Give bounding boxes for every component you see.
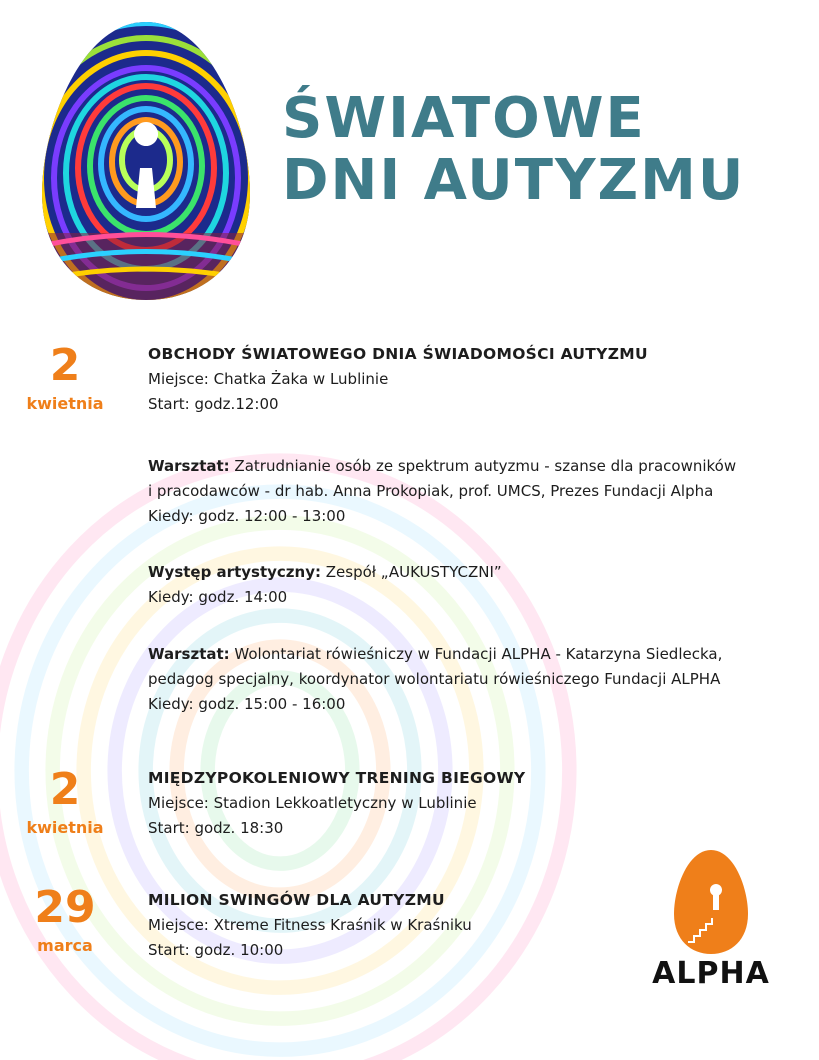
event-month: kwietnia	[26, 818, 104, 837]
event-details	[148, 342, 768, 417]
event-day: 2	[49, 340, 81, 391]
background-fingerprint	[0, 440, 590, 1060]
event-place: Miejsce: Chatka Żaka w Lublinie	[148, 370, 389, 388]
session-time: Kiedy: godz. 15:00 - 16:00	[148, 695, 346, 713]
session-label: Warsztat:	[148, 457, 230, 475]
session-item	[148, 454, 768, 529]
fingerprint-egg-logo	[40, 18, 252, 303]
event-start: Start: godz.12:00	[148, 395, 279, 413]
session-description: Zespół „AUKUSTYCZNI”	[320, 563, 502, 581]
event-month: kwietnia	[26, 394, 104, 413]
alpha-wordmark: ALPHA	[652, 956, 770, 991]
event-start: Start: godz. 18:30	[148, 819, 284, 837]
event-heading: MILION SWINGÓW DLA AUTYZMU	[148, 891, 445, 909]
session-label: Warsztat:	[148, 645, 230, 663]
session-description-cont: i pracodawców - dr hab. Anna Prokopiak, prof. UMCS, Prezes Fundacji Alpha	[148, 482, 714, 500]
session-item	[148, 560, 768, 610]
session-description: Wolontariat rówieśniczy w Fundacji ALPHA - Katarzyna Siedlecka,	[229, 645, 723, 663]
event-place: Miejsce: Xtreme Fitness Kraśnik w Kraśniku	[148, 916, 472, 934]
event-date	[0, 340, 130, 413]
event-start: Start: godz. 10:00	[148, 941, 284, 959]
session-time: Kiedy: godz. 12:00 - 13:00	[148, 507, 346, 525]
session-description-cont: pedagog specjalny, koordynator wolontariatu rówieśniczego Fundacji ALPHA	[148, 670, 721, 688]
event-details	[148, 766, 768, 841]
session-label: Występ artystyczny:	[148, 563, 321, 581]
session-time: Kiedy: godz. 14:00	[148, 588, 288, 606]
event-place: Miejsce: Stadion Lekkoatletyczny w Lublinie	[148, 794, 477, 812]
egg-keyhole-icon	[636, 848, 786, 956]
event-date	[0, 764, 130, 837]
page-title	[282, 88, 745, 211]
event-date	[0, 882, 130, 955]
event-day: 2	[49, 764, 81, 815]
session-description: Zatrudnianie osób ze spektrum autyzmu - szanse dla pracowników	[229, 457, 737, 475]
session-item	[148, 642, 768, 717]
event-heading: MIĘDZYPOKOLENIOWY TRENING BIEGOWY	[148, 769, 526, 787]
alpha-logo	[636, 848, 786, 998]
event-day: 29	[34, 882, 96, 933]
event-month: marca	[37, 936, 93, 955]
event-heading: OBCHODY ŚWIATOWEGO DNIA ŚWIADOMOŚCI AUTYZMU	[148, 345, 648, 363]
title-line-1: ŚWIATOWE	[282, 86, 646, 151]
title-line-2: DNI AUTYZMU	[282, 147, 746, 213]
